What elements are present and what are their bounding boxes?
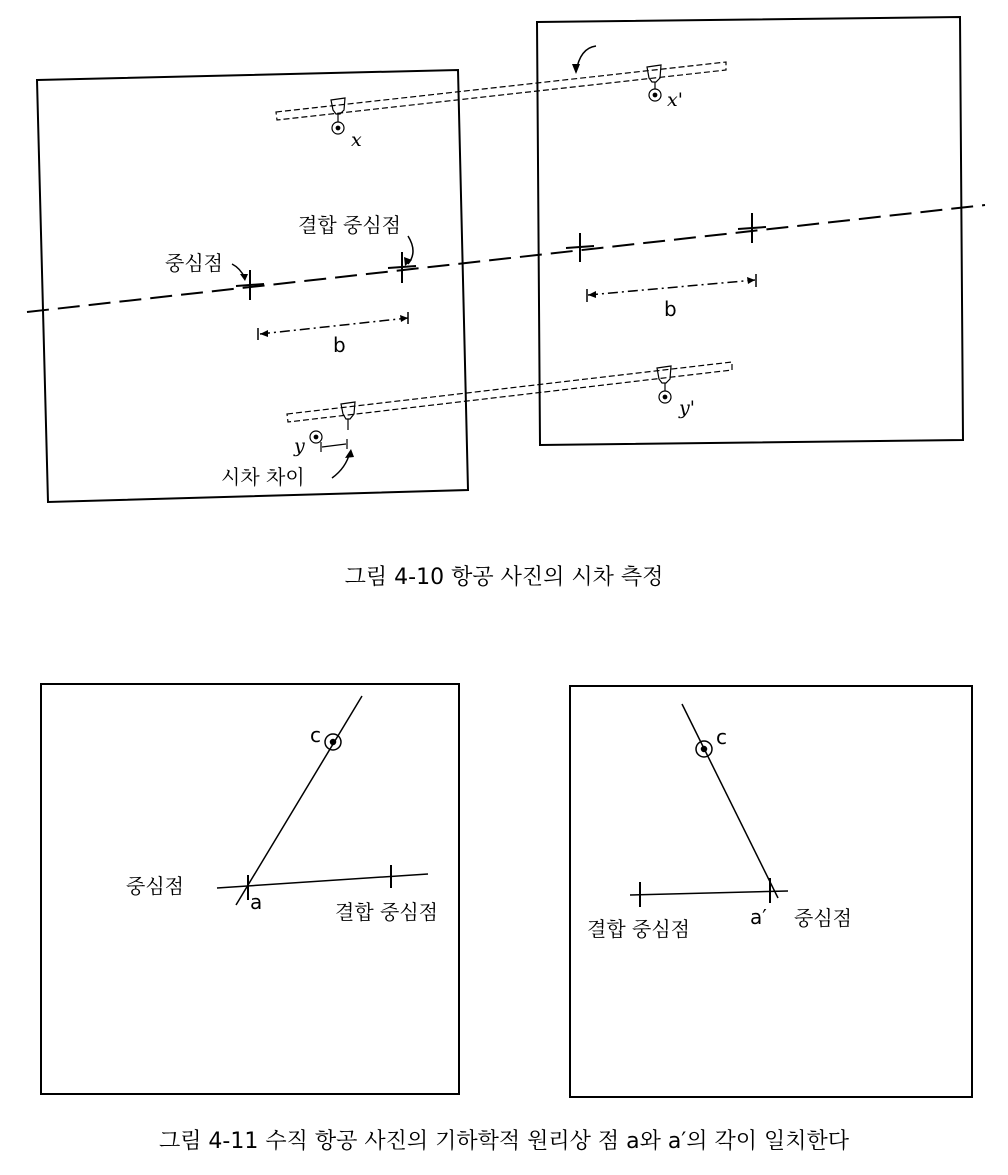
figure-4-10 bbox=[27, 17, 985, 590]
right-point-a-prime-label: a′ bbox=[750, 905, 767, 929]
point-y-prime-label: y' bbox=[679, 397, 695, 419]
left-point-c-marker bbox=[325, 734, 341, 750]
left-ray-line bbox=[236, 696, 362, 905]
conjugate-center-right-marker bbox=[566, 233, 594, 262]
center-point-leader-head bbox=[240, 274, 248, 281]
right-point-c-label: c bbox=[716, 725, 727, 749]
base-label-left: b bbox=[333, 333, 346, 357]
center-point-label: 중심점 bbox=[165, 251, 223, 275]
parallax-bar-top bbox=[276, 46, 726, 134]
point-y-label: y bbox=[294, 435, 305, 457]
parallax-difference-label: 시차 차이 bbox=[221, 465, 305, 489]
figure-4-11 bbox=[41, 684, 972, 1154]
point-x-prime-label: x' bbox=[667, 89, 683, 111]
conjugate-center-label: 결합 중심점 bbox=[298, 213, 401, 237]
right-base-line bbox=[630, 891, 788, 895]
right-ray-line bbox=[682, 704, 778, 898]
figure-4-11-caption: 그림 4-11 수직 항공 사진의 기하학적 원리상 점 a와 a′의 각이 일치한다 bbox=[158, 1129, 850, 1154]
right-center-point-label: 중심점 bbox=[794, 906, 852, 930]
left-center-point-label: 중심점 bbox=[126, 874, 184, 898]
left-conjugate-center-label: 결합 중심점 bbox=[335, 900, 438, 924]
right-conjugate-center-label: 결합 중심점 bbox=[587, 917, 690, 941]
parallax-bar-bottom bbox=[287, 362, 732, 478]
left-point-a-label: a bbox=[250, 890, 263, 914]
right-point-c-marker bbox=[696, 741, 712, 757]
base-label-right: b bbox=[664, 297, 677, 321]
principal-point-right-marker bbox=[738, 213, 766, 243]
left-point-c-label: c bbox=[310, 723, 321, 747]
figure-4-10-caption: 그림 4-10 항공 사진의 시차 측정 bbox=[344, 565, 664, 590]
left-photo-frame-4-11 bbox=[41, 684, 459, 1094]
principal-point-left-marker bbox=[236, 270, 264, 300]
point-x-label: x bbox=[351, 129, 362, 151]
